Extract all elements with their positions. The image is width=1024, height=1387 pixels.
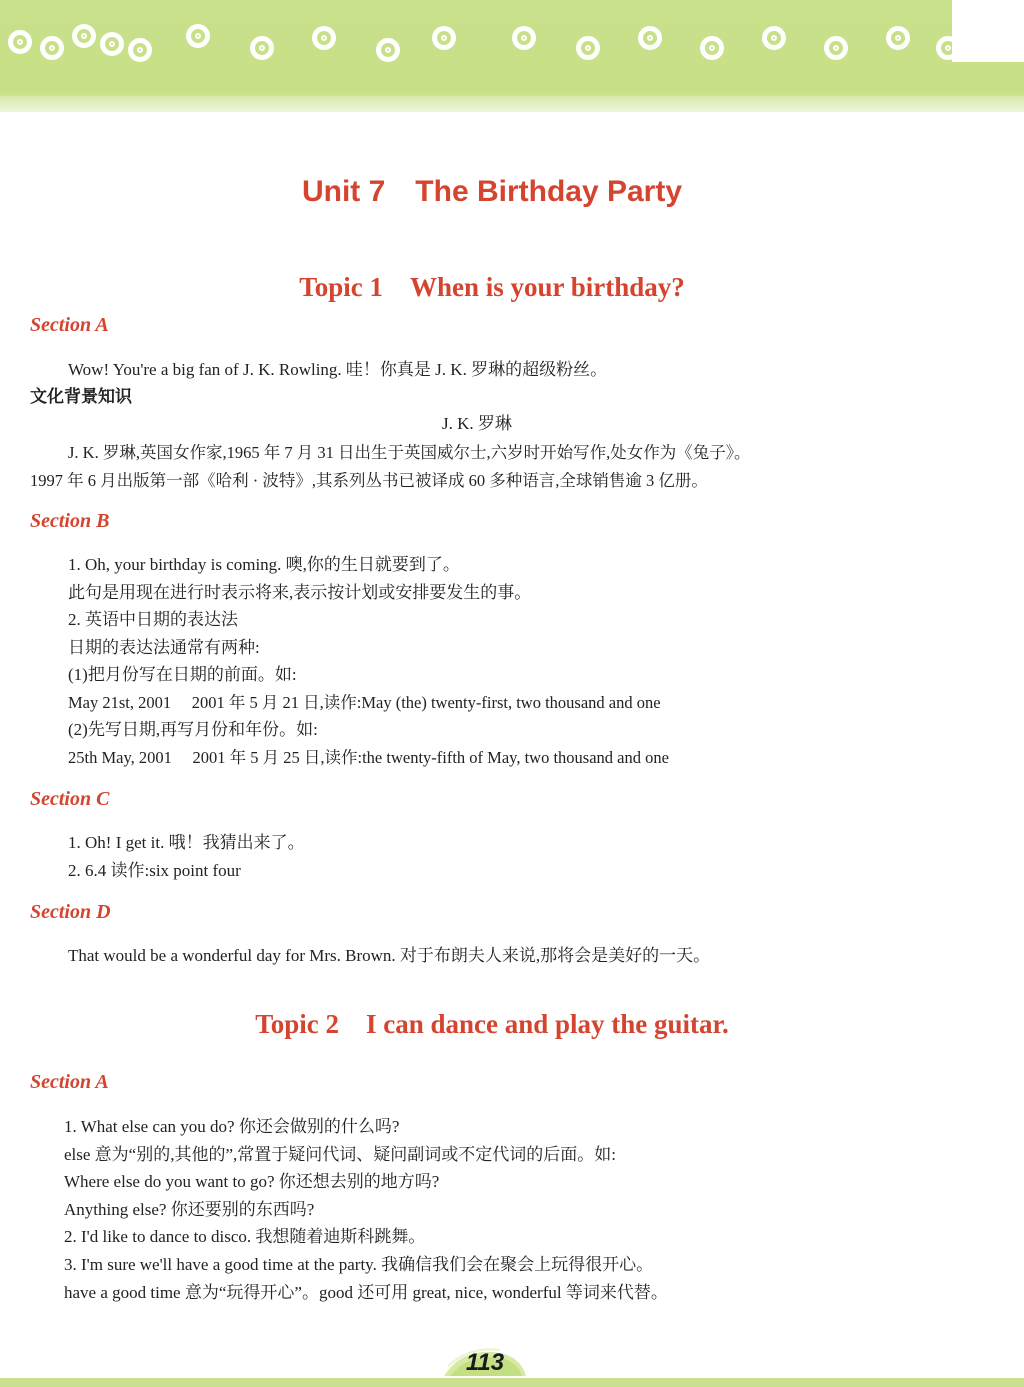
topic2-line: Anything else? 你还要别的东西吗? <box>64 1200 315 1219</box>
ring-ornament-icon <box>8 30 32 54</box>
topic1-title: Topic 1 When is your birthday? <box>299 272 685 302</box>
ring-ornament-icon <box>512 26 536 50</box>
topic1-section-a-line: Wow! You're a big fan of J. K. Rowling. 哇！你真是 J. K. 罗琳的超级粉丝。 <box>68 360 608 379</box>
ring-ornament-icon <box>376 38 400 62</box>
band-stripe <box>0 96 1024 112</box>
topic2-line: Where else do you want to go? 你还想去别的地方吗? <box>64 1172 440 1191</box>
ring-ornament-icon <box>762 26 786 50</box>
section-b-line: May 21st, 2001 2001 年 5 月 21 日,读作:May (the) twenty-first, two thousand and one <box>68 693 661 712</box>
topic1-section-d-heading: Section D <box>30 901 111 923</box>
unit-title: Unit 7 The Birthday Party <box>301 175 683 208</box>
ring-ornament-icon <box>700 36 724 60</box>
ring-ornament-icon <box>824 36 848 60</box>
topic2-line: 2. I'd like to dance to disco. 我想随着迪斯科跳舞。 <box>64 1227 426 1246</box>
culture-title: J. K. 罗琳 <box>442 414 512 433</box>
ring-ornament-icon <box>886 26 910 50</box>
culture-heading: 文化背景知识 <box>30 387 132 406</box>
section-b-line: 1. Oh, your birthday is coming. 噢,你的生日就要到了。 <box>68 555 460 574</box>
section-c-line: 2. 6.4 读作:six point four <box>68 861 241 880</box>
corner-blank <box>952 0 1024 62</box>
topic1-section-a-heading: Section A <box>30 314 109 336</box>
ring-ornament-icon <box>432 26 456 50</box>
topic1-section-c-heading: Section C <box>30 788 110 810</box>
section-b-line: 日期的表达法通常有两种: <box>68 638 260 657</box>
culture-line: J. K. 罗琳,英国女作家,1965 年 7 月 31 日出生于英国威尔士,六岁时开始写作,处女作为《兔子》。 <box>68 443 751 462</box>
topic2-section-a-heading: Section A <box>30 1071 109 1093</box>
topic2-line: 1. What else can you do? 你还会做别的什么吗? <box>64 1117 400 1136</box>
section-d-line: That would be a wonderful day for Mrs. Brown. 对于布朗夫人来说,那将会是美好的一天。 <box>68 946 711 965</box>
ring-ornament-icon <box>186 24 210 48</box>
topic2-line: 3. I'm sure we'll have a good time at the party. 我确信我们会在聚会上玩得很开心。 <box>64 1255 654 1274</box>
ring-ornament-icon <box>72 24 96 48</box>
bottom-band <box>0 1378 1024 1387</box>
ring-ornament-icon <box>312 26 336 50</box>
culture-line: 1997 年 6 月出版第一部《哈利 · 波特》,其系列丛书已被译成 60 多种语言,全球销售逾 3 亿册。 <box>30 471 708 490</box>
top-decorative-band <box>0 0 1024 112</box>
topic1-section-b-heading: Section B <box>30 510 110 532</box>
topic2-title: Topic 2 I can dance and play the guitar. <box>255 1009 729 1039</box>
page-number: 113 <box>465 1349 505 1376</box>
ring-ornament-icon <box>128 38 152 62</box>
topic2-line: have a good time 意为“玩得开心”。good 还可用 great, nice, wonderful 等词来代替。 <box>64 1283 668 1302</box>
topic2-line: else 意为“别的,其他的”,常置于疑问代词、疑问副词或不定代词的后面。如: <box>64 1145 616 1164</box>
ring-ornament-icon <box>40 36 64 60</box>
section-b-line: (1)把月份写在日期的前面。如: <box>68 665 297 684</box>
section-c-line: 1. Oh! I get it. 哦！我猜出来了。 <box>68 833 305 852</box>
section-b-line: 2. 英语中日期的表达法 <box>68 610 238 629</box>
section-b-line: 25th May, 2001 2001 年 5 月 25 日,读作:the twenty-fifth of May, two thousand and one <box>68 748 669 767</box>
ring-ornament-icon <box>100 32 124 56</box>
ring-ornament-icon <box>250 36 274 60</box>
section-b-line: (2)先写日期,再写月份和年份。如: <box>68 720 318 739</box>
section-b-line: 此句是用现在进行时表示将来,表示按计划或安排要发生的事。 <box>68 583 532 602</box>
ring-ornament-icon <box>576 36 600 60</box>
ring-ornament-icon <box>638 26 662 50</box>
